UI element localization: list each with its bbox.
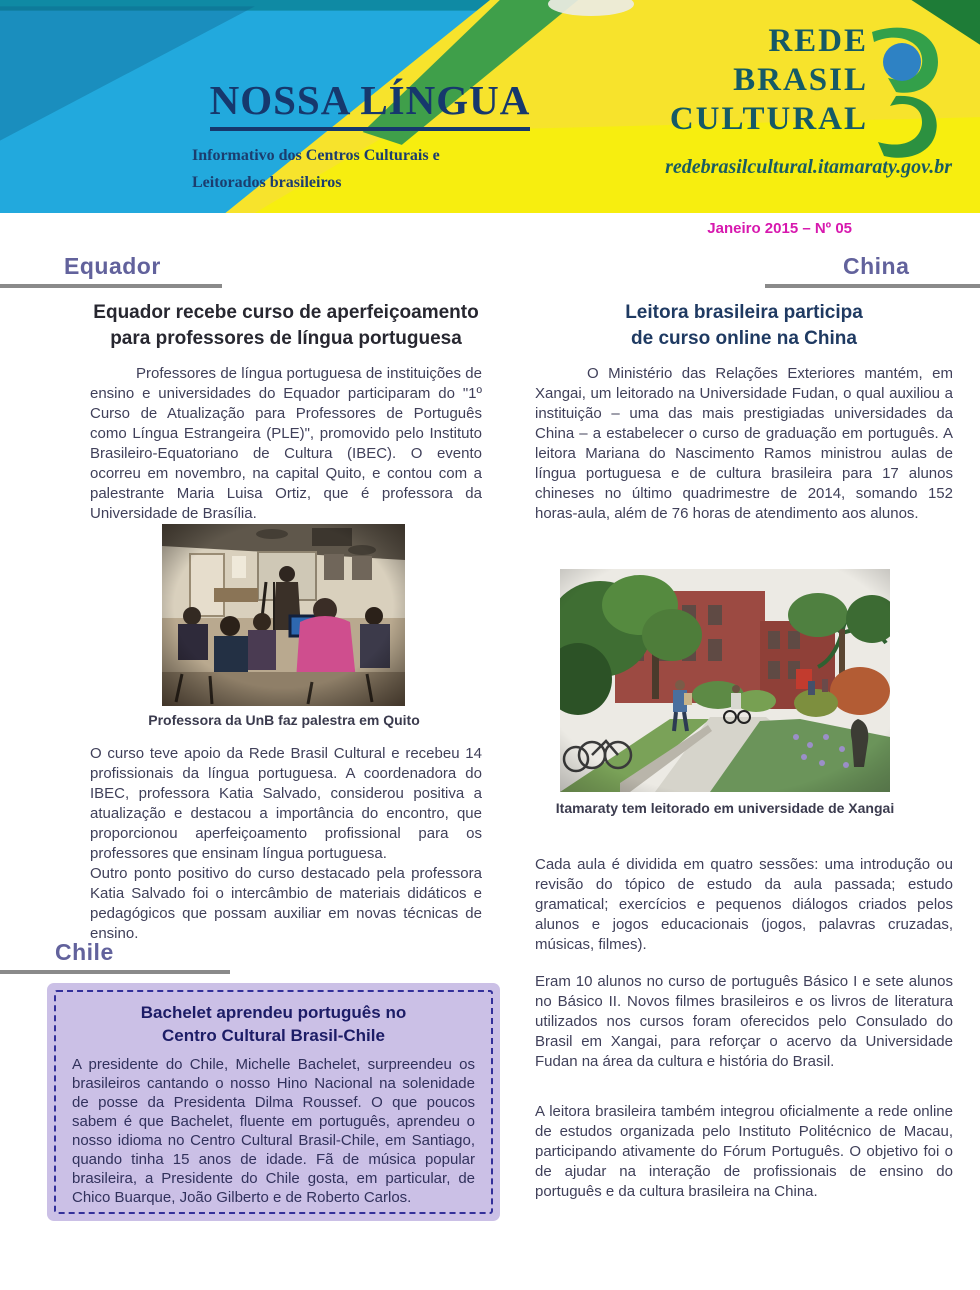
chile-box-title (72, 1001, 475, 1047)
section-heading-china: China (843, 253, 910, 279)
photo-caption-xangai: Itamaraty tem leitorado em universidade de Xangai (555, 800, 895, 816)
chile-highlight-box (47, 983, 500, 1221)
section-heading-chile: Chile (55, 939, 114, 965)
article-title-line-1: Leitora brasileira participa (625, 302, 863, 323)
newsletter-subtitle (192, 142, 440, 196)
classroom-photo-figure (148, 524, 420, 728)
chile-box-title-line-2: Centro Cultural Brasil-Chile (162, 1026, 385, 1045)
chile-highlight-box-border (54, 990, 493, 1214)
equador-paragraph-3: Outro ponto positivo do curso destacado pela professora Katia Salvado foi o intercâmbio de materiais didáticos e pedagógicos que possam auxiliar em novas técnicas de ensino. (90, 865, 482, 942)
brand-line-1: REDE (768, 23, 868, 59)
classroom-photo (162, 524, 405, 706)
section-rule-chile (0, 970, 230, 974)
subtitle-line-1: Informativo dos Centros Culturais e (192, 147, 440, 164)
campus-photo (560, 569, 890, 792)
brand-url-link[interactable]: redebrasilcultural.itamaraty.gov.br (665, 156, 952, 178)
issue-date: Janeiro 2015 – Nº 05 (707, 220, 852, 237)
article-title-china (535, 300, 953, 352)
brand-logo-icon (866, 22, 944, 167)
section-rule-china (765, 284, 980, 288)
masthead-banner (0, 0, 980, 213)
newsletter-title (190, 76, 550, 131)
article-title-line-2: de curso online na China (631, 328, 857, 349)
brand-wordmark (670, 22, 868, 139)
china-paragraph-2: Cada aula é dividida em quatro sessões: uma introdução ou revisão do tópico de estudo da aula passada; estudo gramatical; exercícios e pequenos diálogos criados pelos alunos e jogos educacionais (jogos, palavras cruzadas, músicas, filmes). (535, 856, 953, 953)
article-title-line-1: Equador recebe curso de aperfeiçoamento (93, 302, 479, 323)
china-paragraph-4: A leitora brasileira também integrou oficialmente a rede online de estudos organizada pelo Instituto Politécnico de Macau, participando ativamente do Fórum Português. O objetivo foi o de ajudar na interação de profissionais de ensino do português e da cultura brasileira na China. (535, 1103, 953, 1200)
brand-line-2: BRASIL (733, 62, 868, 98)
chile-box-body: A presidente do Chile, Michelle Bachelet, surpreendeu os brasileiros cantando o nosso Hino Nacional na solenidade de posse da Presidenta Dilma Roussef. O que poucos sabem é que Bachelet, fluente em português, aprendeu o nosso idioma no Centro Cultural Brasil-Chile, em Santiago, quando tinha 15 anos de idade. Fã de música popular brasileira, a Presidente do Chile gosta, em particular, de Chico Buarque, João Gilberto e de Roberto Carlos. (72, 1056, 475, 1206)
equador-paragraph-2: O curso teve apoio da Rede Brasil Cultural e recebeu 14 profissionais da língua portuguesa. A coordenadora do IBEC, professora Katia Salvado, considerou positiva a atualização e destacou a importância do encontro, que proporcionou aperfeiçoamento profissional para os professores que ensinam língua portuguesa. (90, 745, 482, 862)
brand-line-3: CULTURAL (669, 101, 868, 137)
article-title-line-2: para professores de língua portuguesa (110, 328, 462, 349)
china-paragraph-1: O Ministério das Relações Exteriores mantém, em Xangai, um leitorado na Universidade Fudan, o qual auxiliou a instituição – uma das mais prestigiadas universidades da China – a estabelecer o curso de graduação em português. A leitora Mariana do Nascimento Ramos ministrou aulas de língua portuguesa e de cultura brasileira para 17 alunos chineses no último quadrimestre de 2014, somando 152 horas-aula, além de 76 horas de atendimento aos alunos. (535, 365, 953, 522)
campus-photo-figure (555, 569, 895, 816)
subtitle-line-2: Leitorados brasileiros (192, 174, 342, 191)
chile-box-title-line-1: Bachelet aprendeu português no (140, 1003, 407, 1022)
china-paragraph-3: Eram 10 alunos no curso de português Básico I e sete alunos no Básico II. Novos filmes brasileiros e os livros de literatura utilizados nos cursos foram oferecidos pelo Consulado do Brasil em Xangai, para reforçar o acervo da Universidade Fudan na área da cultura e história do Brasil. (535, 973, 953, 1070)
photo-caption-quito: Professora da UnB faz palestra em Quito (148, 712, 420, 728)
section-rule-equador (0, 284, 222, 288)
article-title-equador (90, 300, 482, 352)
section-heading-equador: Equador (64, 253, 161, 279)
newsletter-title-text: NOSSA LÍNGUA (210, 76, 531, 131)
equador-paragraph-1: Professores de língua portuguesa de instituições de ensino e universidades do Equador participaram do "1º Curso de Atualização para Professores de Português como Língua Estrangeira (PLE)", promovido pelo Instituto Brasileiro-Equatoriano de Cultura (IBEC). O evento ocorreu em novembro, na capital Quito, e contou com a palestrante Maria Luisa Ortiz, que é professora da Universidade de Brasília. (90, 365, 482, 522)
